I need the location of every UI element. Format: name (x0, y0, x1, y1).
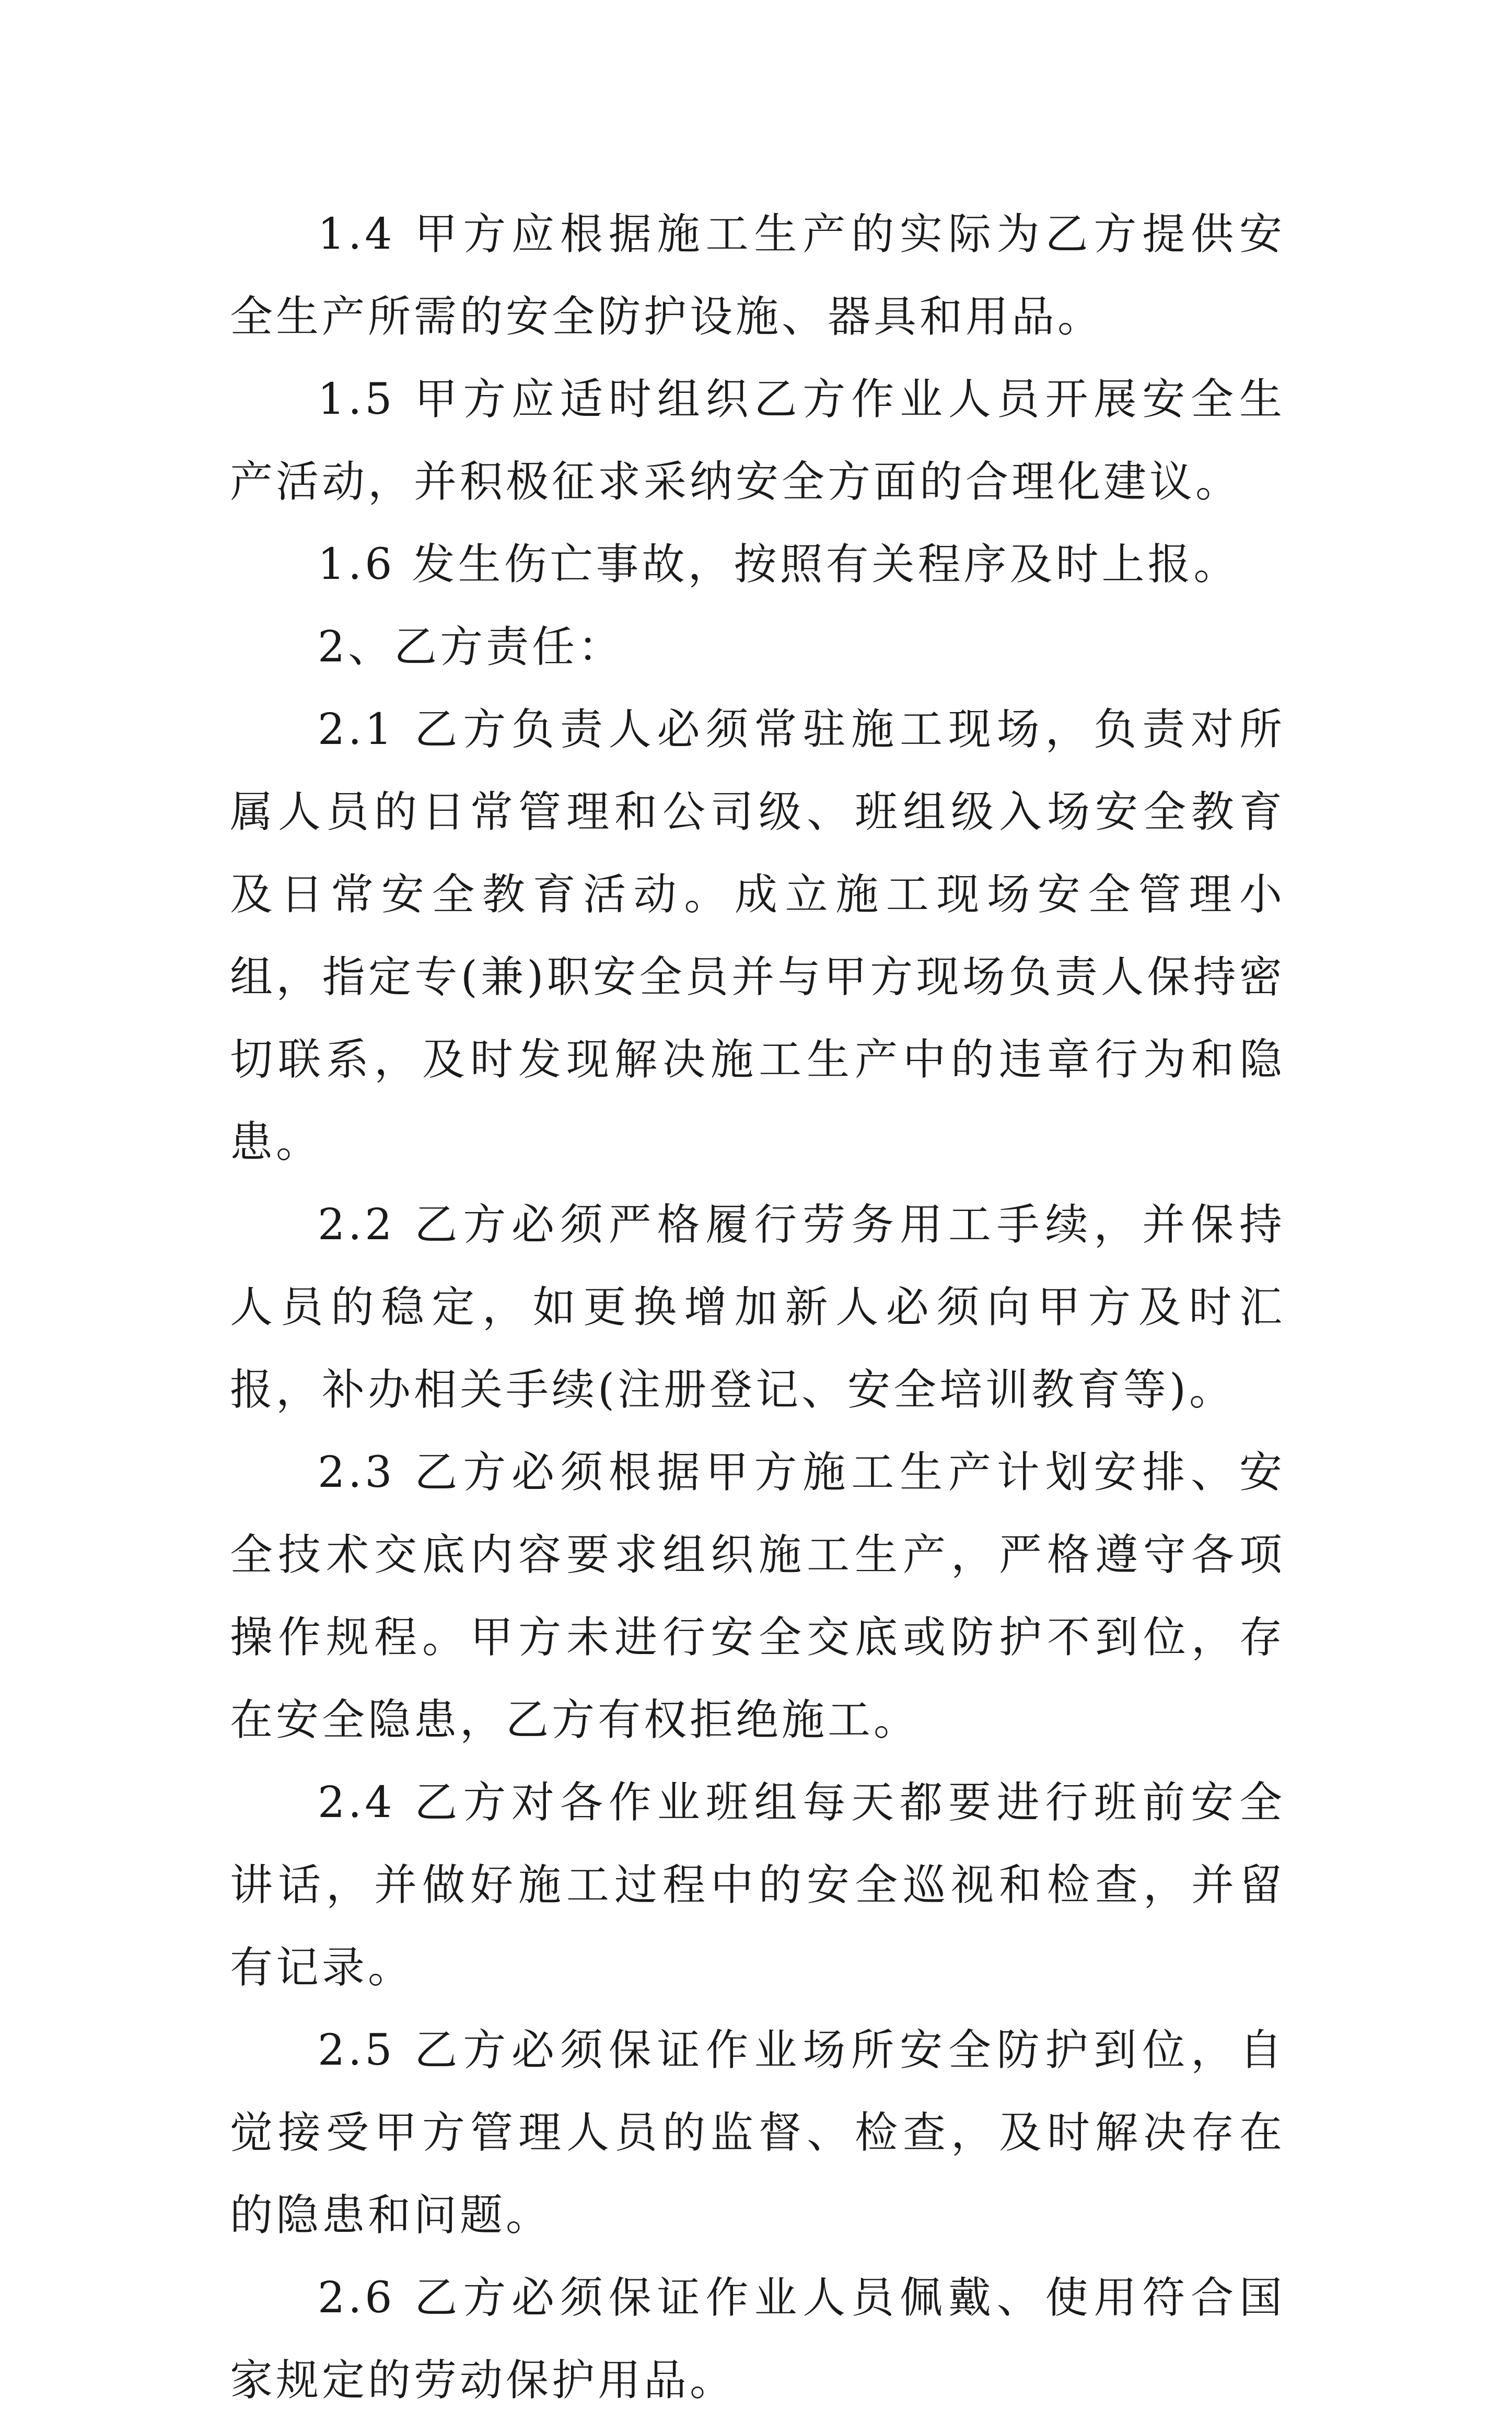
paragraph-2-5: 2.5 乙方必须保证作业场所安全防护到位，自觉接受甲方管理人员的监督、检查，及时解决存在的隐患和问题。 (230, 2025, 1285, 2240)
section-heading-party-b: 2、乙方责任： (318, 622, 624, 672)
paragraph-1-5: 1.5 甲方应适时组织乙方作业人员开展安全生产活动，并积极征求采纳安全方面的合理化建议。 (230, 375, 1285, 507)
paragraph-1-4: 1.4 甲方应根据施工生产的实际为乙方提供安全生产所需的安全防护设施、器具和用品。 (230, 209, 1285, 342)
paragraph-2-2: 2.2 乙方必须严格履行劳务用工手续，并保持人员的稳定，如更换增加新人必须向甲方及时汇报，补办相关手续(注册登记、安全培训教育等)。 (230, 1200, 1285, 1415)
paragraph-2-3: 2.3 乙方必须根据甲方施工生产计划安排、安全技术交底内容要求组织施工生产，严格遵守各项操作规程。甲方未进行安全交底或防护不到位，存在安全隐患，乙方有权拒绝施工。 (230, 1448, 1285, 1745)
document-body (230, 193, 1285, 2422)
paragraph-2-4: 2.4 乙方对各作业班组每天都要进行班前安全讲话，并做好施工过程中的安全巡视和检查，并留有记录。 (230, 1778, 1285, 1993)
paragraph-1-6: 1.6 发生伤亡事故，按照有关程序及时上报。 (318, 540, 1240, 589)
paragraph-2-1: 2.1 乙方负责人必须常驻施工现场，负责对所属人员的日常管理和公司级、班组级入场安全教育及日常安全教育活动。成立施工现场安全管理小组，指定专(兼)职安全员并与甲方现场负责人保持密切联系，及时发现解决施工生产中的违章行为和隐患。 (230, 705, 1285, 1167)
paragraph-2-6: 2.6 乙方必须保证作业人员佩戴、使用符合国家规定的劳动保护用品。 (230, 2273, 1285, 2405)
